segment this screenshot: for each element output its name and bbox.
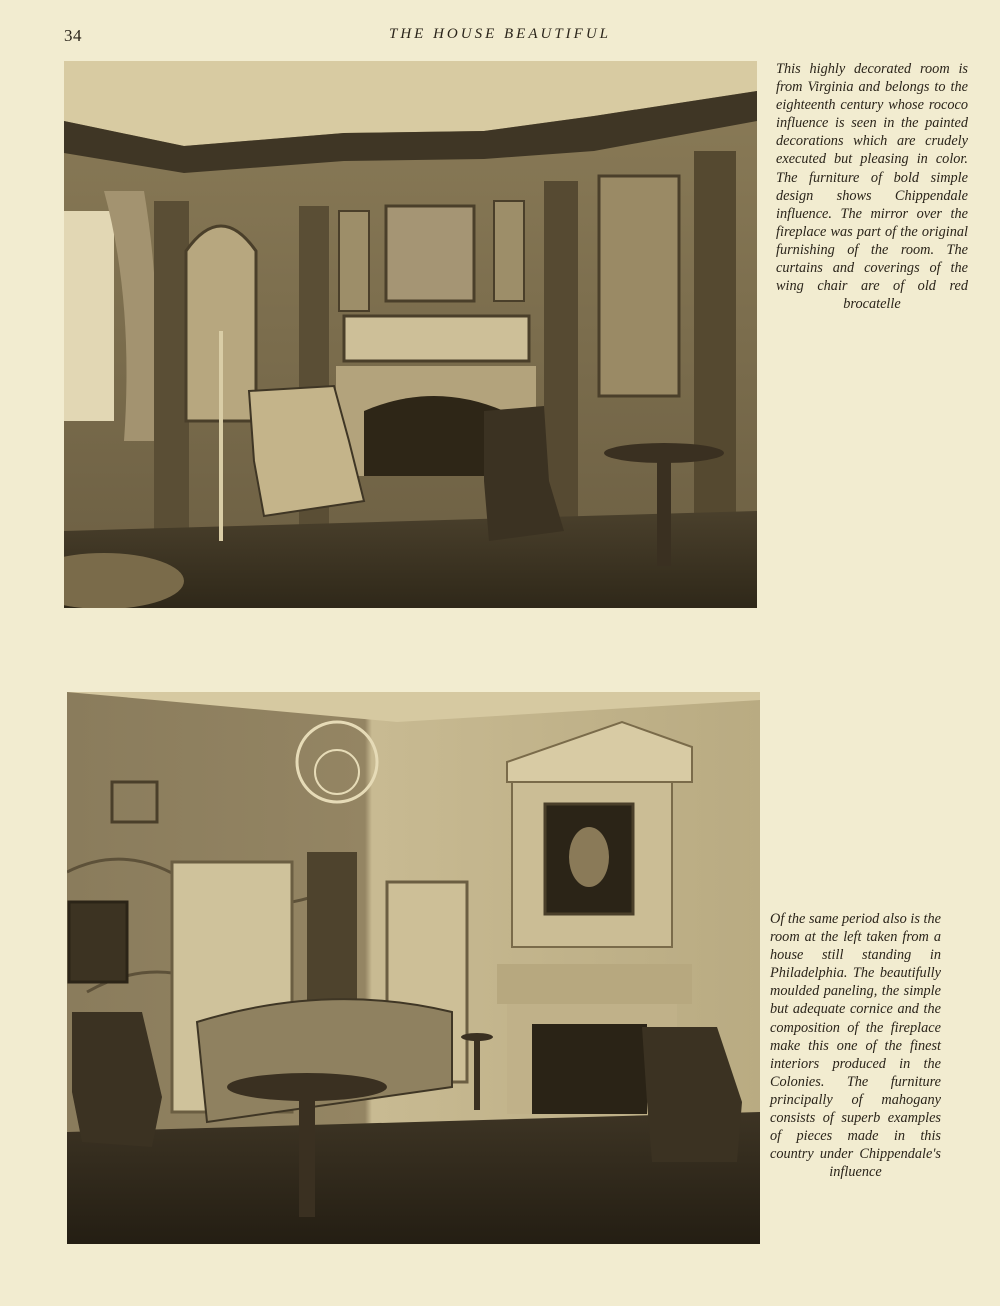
page-number: 34 [64, 26, 82, 45]
philadelphia-room-photo [67, 692, 760, 1244]
top-photo-caption: This highly decorated room is from Virginia and belongs to the eighteenth century whose rococo influence is seen in the painted decorations which are crudely executed but pleasing in color. The furniture of bold simple design shows Chippendale influence. The mirror over the fireplace was part of the original furnishing of the room. The curtains and coverings of the wing chair are of old red brocatelle [776, 61, 968, 313]
running-title: THE HOUSE BEAUTIFUL [389, 26, 611, 42]
bottom-photo-caption: Of the same period also is the room at the left taken from a house still standing in Philadelphia. The beautifully moulded paneling, the simple but adequate cornice and the composition of the fireplace make this one of the finest interiors produced in the Colonies. The furniture principally of mahogany consists of superb examples of pieces made in this country under Chippendale's influence [770, 911, 941, 1181]
virginia-room-photo [64, 61, 757, 608]
